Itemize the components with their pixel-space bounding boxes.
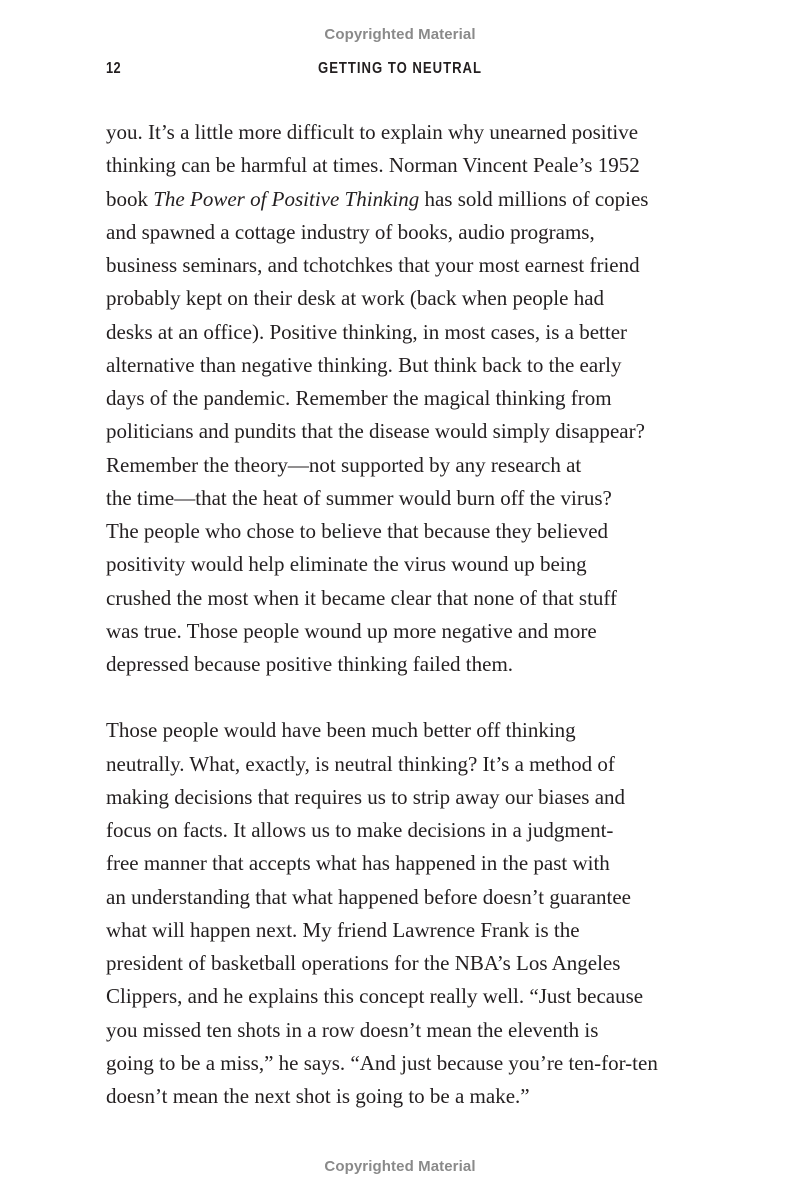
text-line: what will happen next. My friend Lawrence Frank is the: [106, 917, 580, 942]
text-line: Remember the theory—not supported by any research at: [106, 452, 582, 477]
page-number: 12: [106, 60, 122, 77]
text-line: [106, 183, 696, 216]
text-line: Clippers, and he explains this concept really well. “Just because: [106, 984, 644, 1009]
text-line-segment: has sold millions of copies: [419, 186, 649, 211]
text-line: thinking can be harmful at times. Norman Vincent Peale’s 1952: [106, 153, 640, 178]
text-line: an understanding that what happened before doesn’t guarantee: [106, 884, 631, 909]
text-line: president of basketball operations for the NBA’s Los Angeles: [106, 951, 621, 975]
text-line: was true. Those people wound up more negative and more: [106, 618, 597, 643]
text-line: neutrally. What, exactly, is neutral thinking? It’s a method of: [106, 751, 615, 776]
text-line: and spawned a cottage industry of books, audio programs,: [106, 219, 595, 244]
text-line: you missed ten shots in a row doesn’t mean the eleventh is: [106, 1017, 599, 1042]
text-line: business seminars, and tchotchkes that your most earnest friend: [106, 253, 640, 277]
text-line: The people who chose to believe that because they believed: [106, 519, 609, 543]
text-line: days of the pandemic. Remember the magical thinking from: [106, 386, 612, 410]
text-line: doesn’t mean the next shot is going to be a make.”: [106, 1084, 530, 1108]
text-line: desks at an office). Positive thinking, in most cases, is a better: [106, 319, 628, 344]
text-line-segment: book: [106, 186, 154, 211]
text-line: you. It’s a little more difficult to explain why unearned positive: [106, 120, 639, 144]
paragraph-1: [106, 116, 696, 681]
text-line: alternative than negative thinking. But think back to the early: [106, 352, 622, 377]
text-line: the time—that the heat of summer would burn off the virus?: [106, 485, 612, 510]
text-line: Those people would have been much better off thinking: [106, 718, 576, 743]
text-line: making decisions that requires us to strip away our biases and: [106, 784, 626, 809]
running-title: GETTING TO NEUTRAL: [318, 60, 482, 77]
body-text: [106, 116, 696, 1113]
text-line: probably kept on their desk at work (back when people had: [106, 286, 605, 311]
text-line: focus on facts. It allows us to make decisions in a judgment-: [106, 818, 614, 842]
text-line: going to be a miss,” he says. “And just because you’re ten-for-ten: [106, 1050, 658, 1075]
text-line: crushed the most when it became clear that none of that stuff: [106, 585, 618, 610]
text-line: politicians and pundits that the disease would simply disappear?: [106, 419, 645, 444]
text-line: depressed because positive thinking failed them.: [106, 652, 514, 676]
running-head: [0, 58, 800, 80]
book-title: The Power of Positive Thinking: [153, 186, 420, 211]
paragraph-2: [106, 714, 696, 1113]
copyright-watermark-bottom: Copyrighted Material: [324, 1158, 476, 1175]
copyright-watermark-top: Copyrighted Material: [324, 26, 476, 43]
text-line: positivity would help eliminate the virus wound up being: [106, 552, 587, 577]
text-line: free manner that accepts what has happened in the past with: [106, 851, 610, 876]
